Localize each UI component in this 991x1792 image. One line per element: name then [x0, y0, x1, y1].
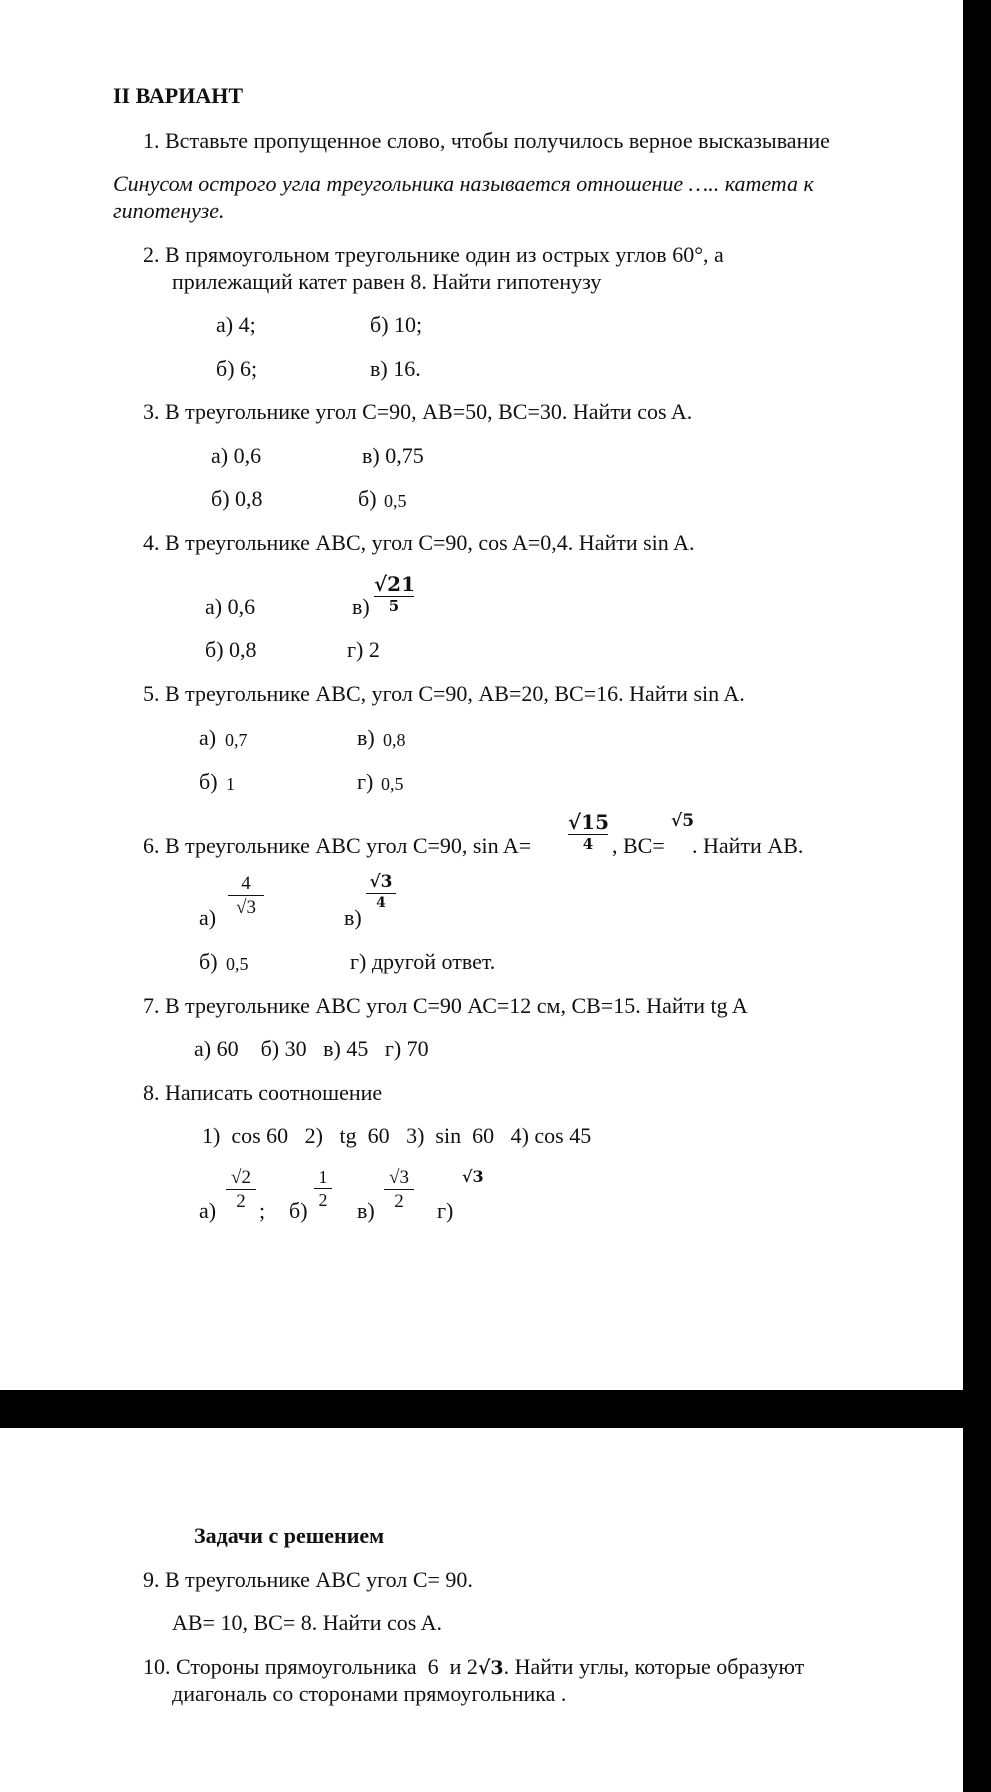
question-4: 4. В треугольнике АВС, угол С=90, cos A=0,4. Найти sin A. — [143, 530, 695, 555]
question-2-option: а) 4; — [216, 312, 256, 337]
bc-value: √5 — [671, 811, 695, 831]
question-5-option-value: 1 — [226, 774, 235, 794]
question-8-items: 1) cos 60 2) tg 60 3) sin 60 4) cos 45 — [202, 1123, 592, 1148]
question-5-option-value: 0,5 — [381, 774, 404, 794]
fraction-sqrt3-over-2: √3 2 — [384, 1168, 414, 1211]
question-3-option-label: б) — [358, 486, 377, 511]
question-6-option-b-label: б) — [199, 949, 218, 974]
question-6-option-v: в) — [344, 905, 362, 930]
question-8-option-v: в) — [357, 1198, 375, 1223]
question-3-option: а) 0,6 — [211, 443, 262, 468]
fraction-sqrt3-over-4: √3 4 — [366, 874, 396, 910]
sqrt-icon: √ — [369, 872, 381, 892]
question-2-line1: 2. В прямоугольном треугольнике один из острых углов 60°, а — [143, 242, 724, 267]
worksheet-page-2 — [0, 1428, 963, 1792]
question-7: 7. В треугольнике АВС угол С=90 АС=12 см, СВ=15. Найти tg A — [143, 993, 748, 1018]
sqrt-icon: √ — [389, 1167, 400, 1188]
question-6-part-a: 6. В треугольнике АВС угол С=90, sin A= — [143, 833, 532, 858]
question-10-line2: диагональ со сторонами прямоугольника . — [172, 1681, 567, 1706]
section-title: Задачи с решением — [194, 1523, 385, 1548]
question-1-sentence-line2: гипотенузе. — [113, 198, 225, 223]
question-1: 1. Вставьте пропущенное слово, чтобы получилось верное высказывание — [143, 128, 830, 153]
question-5-option-value: 0,8 — [383, 730, 406, 750]
sqrt-icon: √ — [477, 1657, 491, 1679]
question-4-option-b: б) 0,8 — [205, 637, 257, 662]
question-6-part-b: , ВС= — [612, 833, 665, 858]
fraction-sqrt2-over-2: √2 2 — [226, 1168, 256, 1211]
question-9-line1: 9. В треугольнике АВС угол С= 90. — [143, 1567, 473, 1592]
sqrt-icon: √ — [462, 1167, 473, 1186]
fraction-sqrt15-over-4: √15 4 — [568, 810, 609, 853]
sqrt-icon: √ — [231, 1167, 242, 1188]
question-5-option-label: г) — [357, 769, 374, 794]
fraction-4-over-sqrt3: 4 √3 — [228, 874, 264, 917]
question-8-option-g: г) — [437, 1198, 454, 1223]
question-2-option: б) 10; — [370, 312, 423, 337]
sqrt3-value: √3 — [462, 1167, 484, 1186]
question-2-option: в) 16. — [370, 356, 421, 381]
question-6-option-b-value: 0,5 — [226, 954, 249, 974]
sqrt-icon: √ — [568, 810, 582, 834]
question-8-separator: ; — [259, 1198, 266, 1223]
question-3-option-value: 0,5 — [384, 491, 407, 511]
question-5-option-value: 0,7 — [225, 730, 248, 750]
question-1-sentence-line1: Синусом острого угла треугольника называется отношение ….. катета к — [113, 171, 814, 196]
question-2-line2: прилежащий катет равен 8. Найти гипотенузу — [172, 269, 602, 294]
sqrt-icon: √ — [671, 811, 683, 831]
question-8: 8. Написать соотношение — [143, 1080, 383, 1105]
question-8-option-b: б) — [289, 1198, 308, 1223]
question-4-option-g: г) 2 — [347, 637, 380, 662]
scan-border-right — [963, 0, 991, 1792]
question-4-option-v: в) — [352, 594, 370, 619]
question-5-option-label: в) — [357, 725, 375, 750]
question-3-option: б) 0,8 — [211, 486, 263, 511]
question-2-option: б) 6; — [216, 356, 258, 381]
question-3-option: в) 0,75 — [362, 443, 424, 468]
question-5: 5. В треугольнике АВС, угол С=90, АВ=20, ВС=16. Найти sin A. — [143, 681, 745, 706]
sqrt-icon: √ — [236, 897, 247, 918]
variant-title: II ВАРИАНТ — [113, 83, 244, 108]
page-separator-band — [0, 1390, 991, 1428]
question-7-options: а) 60 б) 30 в) 45 г) 70 — [194, 1036, 429, 1061]
fraction-sqrt21-over-5: √21 5 — [374, 572, 415, 615]
question-10-line1: 10. Стороны прямоугольника 6 и 2√3. Найти углы, которые образуют — [143, 1654, 805, 1679]
question-5-option-label: б) — [199, 769, 218, 794]
question-6-option-a: а) — [199, 905, 217, 930]
question-8-option-a: а) — [199, 1198, 217, 1223]
question-3: 3. В треугольнике угол С=90, АВ=50, ВС=30. Найти cos A. — [143, 399, 693, 424]
question-6-part-c: . Найти АВ. — [692, 833, 804, 858]
question-5-option-label: а) — [199, 725, 217, 750]
question-6-option-g: г) другой ответ. — [350, 949, 496, 974]
question-4-option-a: а) 0,6 — [205, 594, 256, 619]
fraction-1-over-2: 1 2 — [314, 1168, 332, 1209]
question-9-line2: АВ= 10, ВС= 8. Найти cos A. — [172, 1610, 443, 1635]
sqrt-icon: √ — [374, 572, 388, 596]
